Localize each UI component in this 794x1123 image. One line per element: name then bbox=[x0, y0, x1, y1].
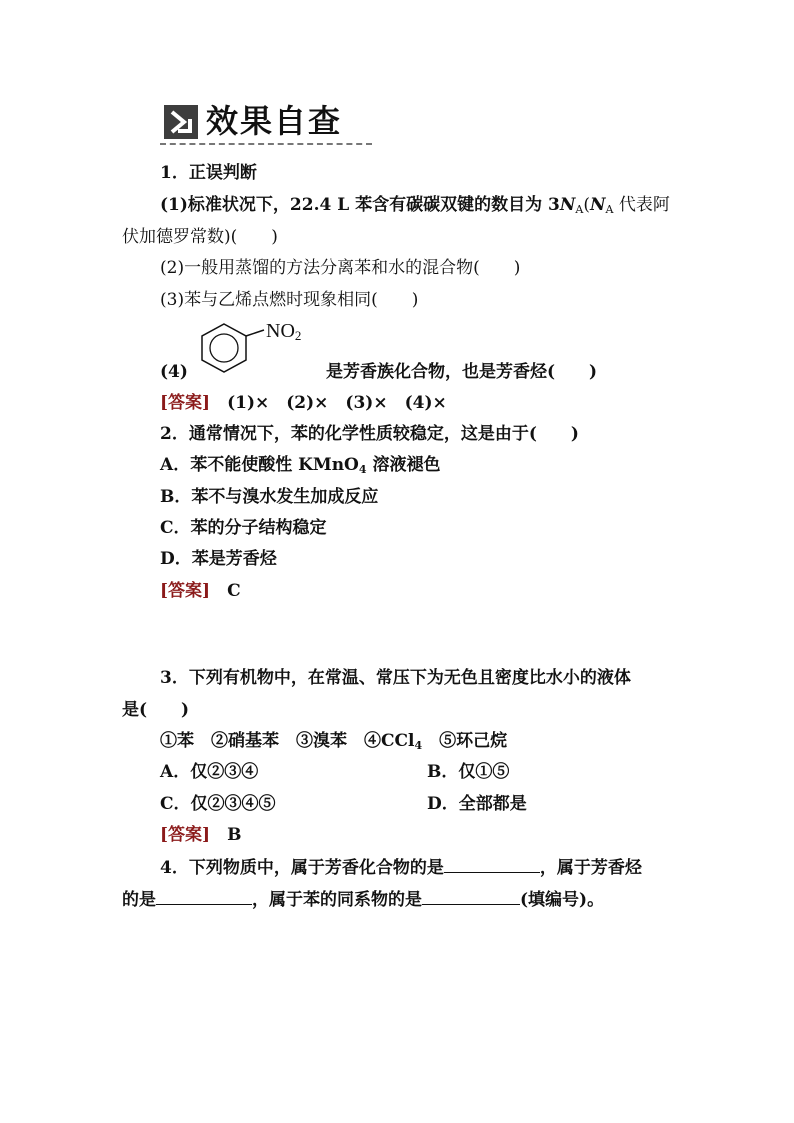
fill-blank-2[interactable] bbox=[156, 888, 252, 905]
q2-stem: 2．通常情况下，苯的化学性质较稳定，这是由于( ) bbox=[160, 424, 579, 444]
q4-stem-cont: 的是 ，属于苯的同系物的是 (填编号)。 bbox=[122, 890, 605, 910]
answer-tag: [答案] bbox=[160, 393, 211, 413]
fill-blank-1[interactable] bbox=[444, 856, 540, 873]
q1-statement-1: (1)标准状况下，22.4 L 苯含有碳碳双键的数目为 $3N_A(N_A$ 代表阿 bbox=[160, 195, 670, 216]
q1-statement-3: (3)苯与乙烯点燃时现象相同( ) bbox=[160, 290, 419, 310]
banner-divider bbox=[160, 143, 372, 145]
answer-tag: [答案] bbox=[160, 825, 211, 845]
q3-option-b: B．仅①⑤ bbox=[427, 762, 510, 782]
q3-option-c: C．仅②③④⑤ bbox=[160, 794, 276, 814]
q3-option-d: D．全部都是 bbox=[427, 794, 527, 814]
q3-answer: [答案] B bbox=[160, 825, 242, 845]
q1-statement-4-num: (4) bbox=[160, 362, 188, 382]
nitro-group-label: $NO_2$ bbox=[266, 320, 302, 343]
q1-statement-4: 是芳香族化合物，也是芳香烃( ) bbox=[326, 362, 598, 382]
q1-statement-2: (2)一般用蒸馏的方法分离苯和水的混合物( ) bbox=[160, 258, 521, 278]
q2-answer: [答案] C bbox=[160, 581, 241, 601]
q1-answer: [答案] (1)× (2)× (3)× (4)× bbox=[160, 393, 447, 413]
q3-stem: 3．下列有机物中，在常温、常压下为无色且密度比水小的液体 bbox=[160, 668, 631, 688]
q2-option-c: C．苯的分子结构稳定 bbox=[160, 518, 327, 538]
chevron-right-icon bbox=[164, 105, 198, 139]
q3-stem-cont: 是( ) bbox=[122, 700, 190, 720]
answer-tag: [答案] bbox=[160, 581, 211, 601]
nitrobenzene-structure bbox=[196, 318, 326, 378]
q4-stem: 4．下列物质中，属于芳香化合物的是 ，属于芳香烃 bbox=[160, 858, 642, 878]
section-title: 效果自查 bbox=[206, 102, 343, 140]
q1-statement-1-cont: 伏加德罗常数)( ) bbox=[122, 227, 278, 247]
q1-heading: 1．正误判断 bbox=[160, 163, 257, 183]
q2-option-b: B．苯不与溴水发生加成反应 bbox=[160, 487, 379, 507]
q3-option-a: A．仅②③④ bbox=[160, 762, 259, 782]
q2-option-d: D．苯是芳香烃 bbox=[160, 549, 277, 569]
fill-blank-3[interactable] bbox=[422, 888, 520, 905]
q2-option-a: A．苯不能使酸性 KMnO$_4$ 溶液褪色 bbox=[160, 455, 441, 476]
section-banner bbox=[160, 97, 372, 147]
q3-items: ①苯 ②硝基苯 ③溴苯 ④CCl$_4$ ⑤环己烷 bbox=[160, 731, 508, 752]
